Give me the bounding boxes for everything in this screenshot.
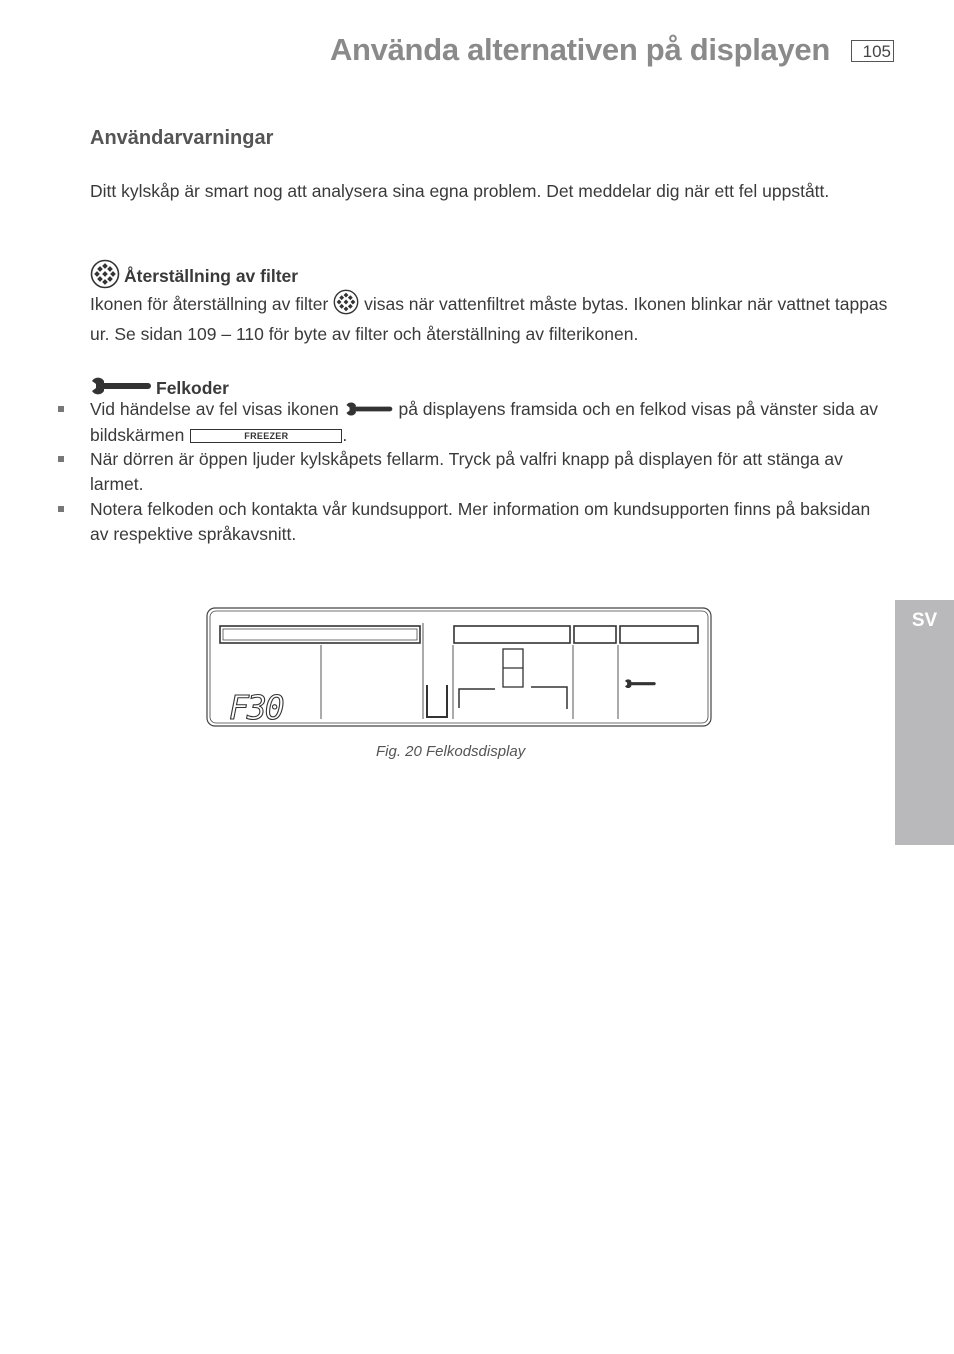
fault-heading: Felkoder (156, 378, 229, 398)
bullet-item-3: Notera felkoden och kontakta vår kundsupport. Mer information om kundsupporten finns på baksidan av respektive språkavsnitt. (90, 499, 871, 544)
filter-heading: Återställning av filter (124, 266, 299, 287)
bullet-item-1: Vid händelse av fel visas ikonen på displayens framsida och en felkod visas på vänster sida av bildskärmen FREEZER . (90, 399, 879, 445)
bullet-marker (58, 506, 64, 512)
error-code-readout: F30 (229, 688, 283, 727)
intro-paragraph: Ditt kylskåp är smart nog att analysera sina egna problem. Det meddelar dig när ett fel uppstått. (90, 181, 830, 201)
page-number: 105 (851, 40, 894, 62)
bullet-marker (58, 456, 64, 462)
figure-caption: Fig. 20 Felkodsdisplay (376, 743, 526, 760)
bullet-marker (58, 406, 64, 412)
filter-reset-icon (333, 289, 359, 322)
language-tab-label: SV (911, 610, 938, 631)
freezer-label-box: FREEZER (190, 429, 342, 443)
fault-code-display-figure (205, 605, 715, 736)
language-side-tab (895, 600, 954, 845)
section-heading: Användarvarningar (90, 127, 274, 149)
filter-paragraph: Ikonen för återställning av filter visas när vattenfiltret måste bytas. Ikonen blinkar när vattnet tappas ur. Se sidan 109 – 110 för byte av filter och återställning av filterikonen. (90, 289, 890, 347)
wrench-icon (344, 398, 394, 423)
bullet-item-2: När dörren är öppen ljuder kylskåpets fellarm. Tryck på valfri knapp på displayen för att stänga av larmet. (90, 449, 843, 494)
page-title: Använda alternativen på displayen (329, 32, 830, 67)
